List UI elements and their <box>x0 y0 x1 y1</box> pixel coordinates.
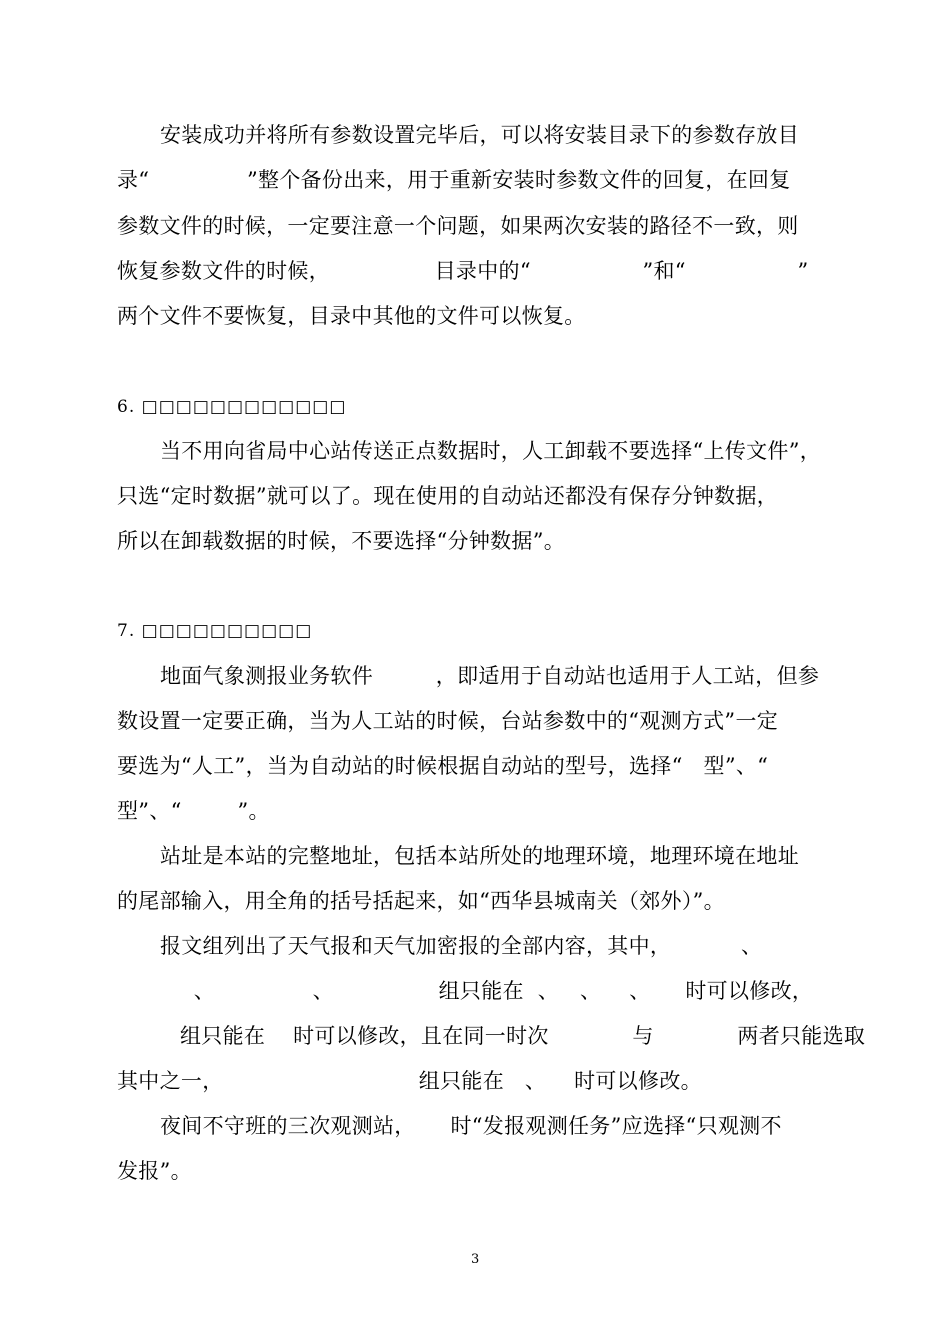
section-7-heading <box>117 617 312 645</box>
section-6-line-3: 所以在卸载数据的时候，不要选择“分钟数据”。 <box>117 529 566 553</box>
section-6-heading <box>117 393 346 421</box>
section-7-p4-line-1: 夜间不守班的三次观测站， 时“发报观测任务”应选择“只观测不 <box>160 1114 782 1138</box>
section-7-p2-line-1: 站址是本站的完整地址，包括本站所处的地理环境，地理环境在地址 <box>160 844 799 868</box>
section-7-p1-line-3: 要选为“人工”，当为自动站的时候根据自动站的型号，选择“ 型”、“ <box>117 754 769 778</box>
section-7-p1-line-4: 型”、“ ”。 <box>117 799 270 823</box>
section-7-p3-line-3: 组只能在 时可以修改，且在同一时次 与 两者只能选取 <box>180 1024 866 1048</box>
backup-paragraph-line-5: 两个文件不要恢复，目录中其他的文件可以恢复。 <box>117 304 586 328</box>
section-7-title: □□□□□□□□□□ <box>141 621 313 641</box>
backup-paragraph-line-4: 恢复参数文件的时候， 目录中的“ ”和“ ” <box>117 259 809 283</box>
section-7-p3-line-4: 其中之一， 组只能在 、 时可以修改。 <box>117 1069 702 1093</box>
section-7-number: 7. <box>117 621 136 641</box>
section-6-number: 6. <box>117 397 136 417</box>
backup-paragraph-line-2: 录“ ”整个备份出来，用于重新安装时参数文件的回复，在回复 <box>117 168 791 192</box>
section-7-p4-line-2: 发报”。 <box>117 1159 192 1183</box>
section-6-line-1: 当不用向省局中心站传送正点数据时，人工卸载不要选择“上传文件”， <box>160 439 822 463</box>
section-6-title: □□□□□□□□□□□□ <box>141 397 347 417</box>
section-7-p1-line-1: 地面气象测报业务软件 ，即适用于自动站也适用于人工站，但参 <box>160 664 820 688</box>
page-number: 3 <box>471 1252 480 1267</box>
section-7-p2-line-2: 的尾部输入，用全角的括号括起来，如“西华县城南关（郊外）”。 <box>117 889 725 913</box>
backup-paragraph-line-1: 安装成功并将所有参数设置完毕后，可以将安装目录下的参数存放目 <box>160 123 799 147</box>
section-7-p3-line-1: 报文组列出了天气报和天气加密报的全部内容，其中， 、 <box>160 934 763 958</box>
section-6-line-2: 只选“定时数据”就可以了。现在使用的自动站还都没有保存分钟数据， <box>117 484 779 508</box>
section-7-p1-line-2: 数设置一定要正确，当为人工站的时候，台站参数中的“观测方式”一定 <box>117 709 779 733</box>
backup-paragraph-line-3: 参数文件的时候，一定要注意一个问题，如果两次安装的路径不一致，则 <box>117 214 799 238</box>
section-7-p3-line-2: 、 、 组只能在 、 、 、 时可以修改， <box>117 979 814 1003</box>
